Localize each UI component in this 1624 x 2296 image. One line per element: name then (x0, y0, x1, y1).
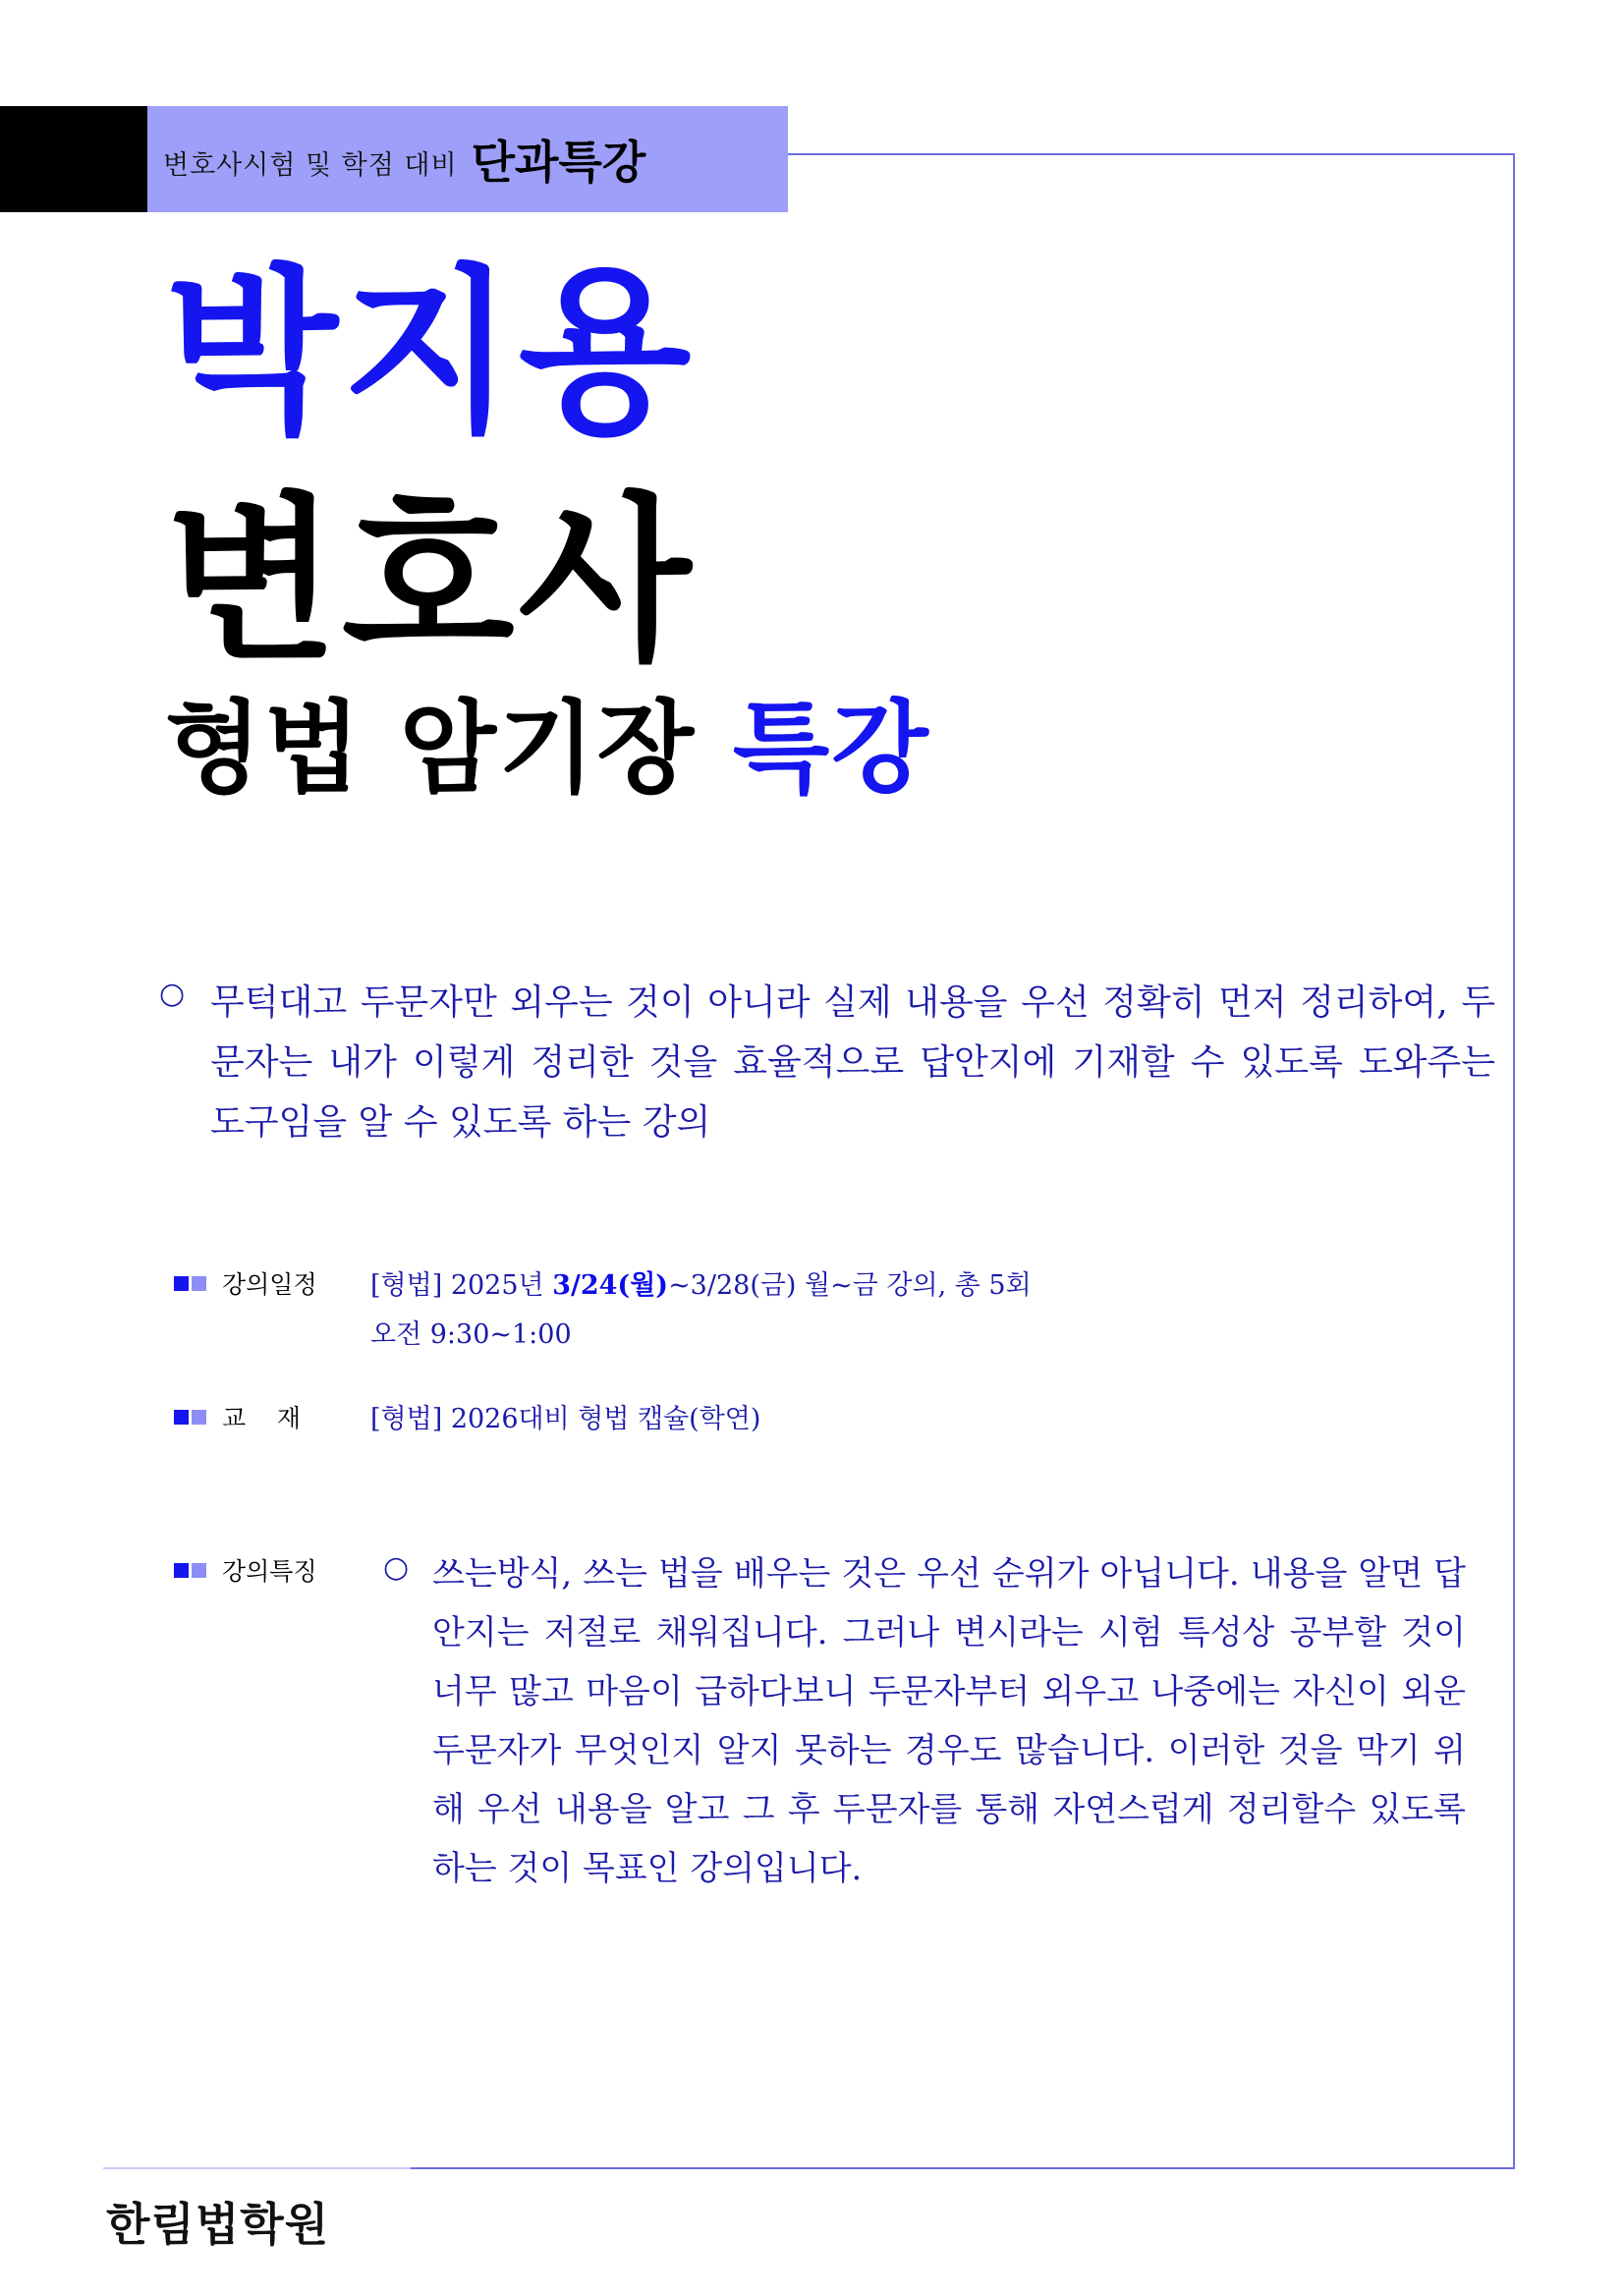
features-text: 쓰는방식, 쓰는 법을 배우는 것은 우선 순위가 아닙니다. 내용을 알면 답안지는 저절로 채워집니다. 그러나 변시라는 시험 특성상 공부할 것이 너무 많고 마음이 급하다보니 두문자부터 외우고 나중에는 자신이 외운 두문자가 무엇인지 알지 못하는 경우도 많습니다. 이러한 것을 막기 위해 우선 내용을 알고 그 후 두문자를 통해 자연스럽게 정리할수 있도록 하는 것이 목표인 강의입니다. (432, 1554, 1466, 1888)
schedule-line-1 (370, 1261, 1032, 1311)
header-title: 단과특강 (471, 136, 646, 189)
lecturer-name: 박지용 (165, 249, 696, 457)
frame-bottom-line (411, 2167, 1515, 2169)
square-bullet-light-icon (192, 1276, 206, 1291)
frame-top-line (788, 153, 1515, 155)
features-row (174, 1552, 317, 1588)
textbook-label: 교 재 (222, 1404, 302, 1432)
frame-right-line (1513, 153, 1515, 2169)
intro-text: 무턱대고 두문자만 외우는 것이 아니라 실제 내용을 우선 정확히 먼저 정리하여, 두문자는 내가 이렇게 정리한 것을 효율적으로 답안지에 기재할 수 있도록 도와주는 도구임을 알 수 있도록 하는 강의 (210, 982, 1495, 1143)
schedule-period: ~3/28(금) 월~금 강의, 총 5회 (668, 1270, 1032, 1301)
schedule-line-2: 오전 9:30~1:00 (370, 1319, 572, 1350)
academy-logo: 한림법학원 (106, 2198, 330, 2251)
square-bullet-light-icon (192, 1410, 206, 1425)
circle-bullet-icon: ○ (383, 1550, 410, 1585)
schedule-start-date: 3/24(월) (552, 1270, 669, 1301)
square-bullet-icon (174, 1563, 189, 1578)
header-black-block (0, 106, 147, 212)
intro-paragraph (159, 973, 1495, 1152)
schedule-label: 강의일정 (222, 1270, 317, 1299)
square-bullet-light-icon (192, 1563, 206, 1578)
schedule-row (174, 1265, 1032, 1350)
course-title-main: 형법 암기장 (165, 691, 733, 808)
square-bullet-icon (174, 1410, 189, 1425)
lecturer-role: 변호사 (165, 476, 696, 685)
schedule-course: [형법] 2025년 (370, 1270, 553, 1301)
features-paragraph (383, 1544, 1466, 1898)
course-title-highlight: 특강 (732, 691, 930, 808)
header-subtitle: 변호사시험 및 학점 대비 (163, 149, 458, 181)
header-band (147, 106, 788, 212)
schedule-value (370, 1261, 1032, 1360)
features-label: 강의특징 (222, 1557, 317, 1586)
frame-bottom-line-light (103, 2167, 411, 2169)
textbook-value: [형법] 2026대비 형법 캡슐(학연) (370, 1404, 761, 1434)
textbook-row (174, 1399, 761, 1434)
course-title (165, 691, 930, 808)
square-bullet-icon (174, 1276, 189, 1291)
circle-bullet-icon: ○ (159, 977, 186, 1011)
